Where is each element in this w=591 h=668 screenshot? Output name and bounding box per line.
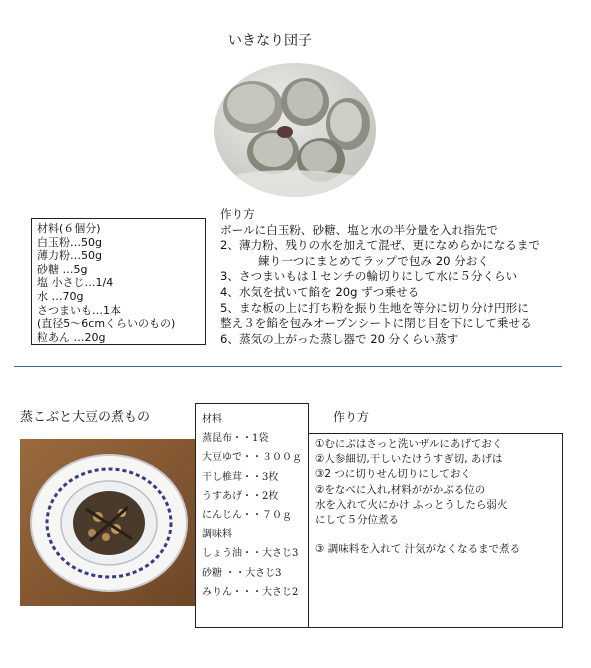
method-step: 練り一つにまとめてラップで包み 20 分おく: [258, 253, 489, 268]
ingredient-line: (直径5～6cmくらいのもの): [37, 317, 176, 331]
ingredient-line: さつまいも…1本: [37, 303, 121, 317]
ingredient-line: 砂糖 …5g: [37, 262, 88, 276]
method-step: 2、薄力粉、残りの水を加えて混ぜ、更になめらかになるまで: [220, 238, 541, 253]
ingredient-line: 大豆ゆで・・３００ｇ: [202, 452, 302, 464]
recipe1-ingredients-box: [31, 218, 206, 345]
ingredient-line: うすあげ・・2枚: [202, 490, 279, 502]
nimono-photo: [20, 439, 195, 606]
method-step: 整え３を餡を包みオーブンシートに閉じ目を下にして乗せる: [220, 316, 532, 331]
method-step: ①むにぶはさっと洗いザルにあげておく: [315, 438, 503, 450]
ingredient-line: 蒸昆布・・1袋: [202, 433, 269, 445]
method-step: 6、蒸気の上がった蒸し器で 20 分くらい蒸す: [220, 331, 459, 346]
ingredient-line: 白玉粉…50g: [37, 235, 102, 249]
recipe2-method-box: [308, 433, 563, 628]
method-step: 3、さつまいもは１センチの輪切りにして水に５分くらい: [220, 269, 518, 284]
recipe1-method: [220, 207, 580, 347]
method-step: 5、まな板の上に打ち粉を振り生地を等分に切り分け円形に: [220, 300, 529, 315]
recipe2-title: 蒸こぶと大豆の煮もの: [20, 410, 151, 425]
method-step: ②人参細切,干しいたけうすぎ切, あげは: [315, 453, 503, 466]
recipe2-method-heading: 作り方: [333, 410, 370, 424]
ingredient-line: みりん・・・大さじ2: [202, 586, 299, 598]
method-step: ボールに白玉粉、砂糖、塩と水の半分量を入れ指先で: [220, 222, 499, 237]
dango-photo: [213, 62, 377, 198]
ingredient-line: 水 …70g: [37, 289, 84, 303]
ingredient-line: 干し椎茸・・3枚: [202, 471, 279, 483]
method-step: にして５分位煮る: [315, 514, 399, 527]
ingredient-line: 塩 小さじ…1/4: [37, 276, 114, 290]
ingredient-line: にんじん・・７０ｇ: [202, 510, 292, 522]
ingredient-line: 調味料: [202, 529, 232, 541]
ingredient-line: 材料: [202, 414, 222, 425]
section-divider: [14, 366, 562, 367]
recipe2-ingredients-box: [195, 403, 309, 628]
method-step: 水を入れて火にかけ ふっとうしたら弱火: [315, 498, 508, 511]
ingredient-line: しょう油・・大さじ3: [202, 548, 299, 560]
method-step: ③ 調味料を入れて 汁気がなくなるまで煮る: [315, 543, 521, 556]
ingredient-line: 粒あん …20g: [37, 330, 106, 344]
method-step: 4、水気を拭いて餡を 20g ずつ乗せる: [220, 284, 420, 299]
method-step: ③2 つに切りせん切りにしておく: [315, 468, 471, 481]
ingredient-line: 薄力粉…50g: [37, 249, 102, 263]
recipe1-title: いきなり団子: [228, 33, 312, 49]
spacer: [315, 528, 556, 542]
method-step: ②をなべに入れ,材料ががかぶる位の: [315, 483, 486, 496]
ingredient-line: 材料(６個分): [37, 222, 101, 235]
method-heading: 作り方: [220, 207, 255, 221]
ingredient-line: 砂糖 ・・大さじ3: [202, 567, 282, 579]
